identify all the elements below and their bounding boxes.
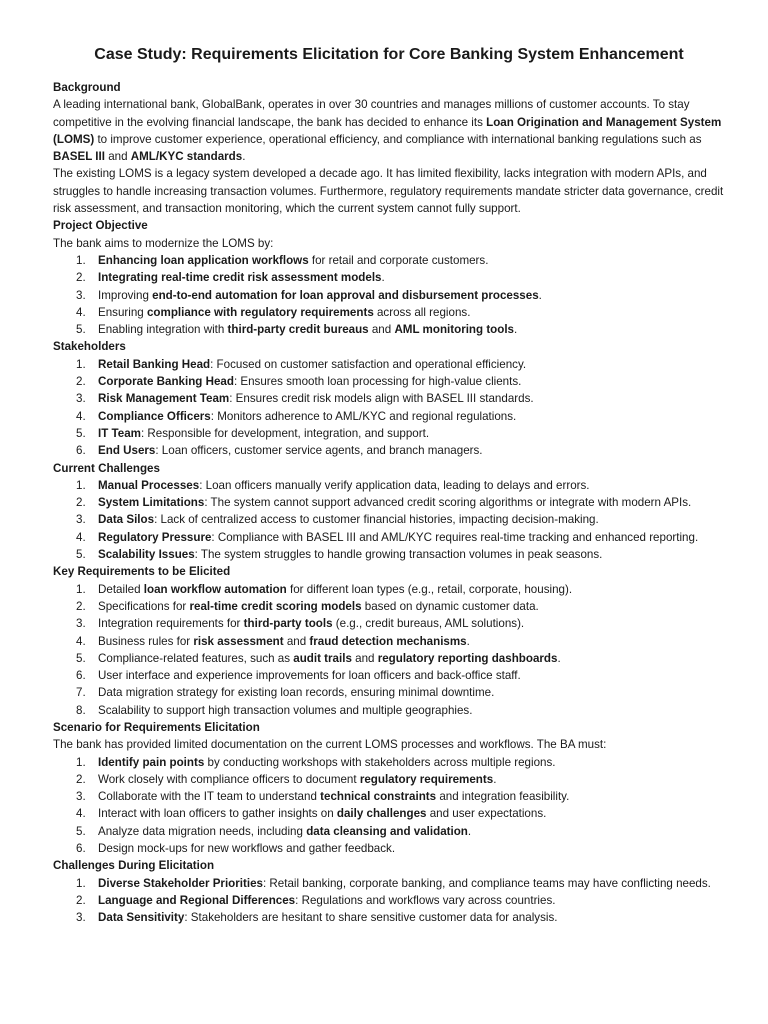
objective-heading: Project Objective <box>53 219 148 233</box>
text-run: Compliance-related features, such as <box>98 651 294 665</box>
list-item <box>53 875 725 892</box>
bold-text: regulatory requirements <box>359 772 494 786</box>
text-run: Business rules for <box>98 634 194 648</box>
list-item-number: 3. <box>76 513 86 527</box>
text-run: : Compliance with BASEL III and AML/KYC requires real-time tracking and enhanced reporting. <box>211 530 699 544</box>
list-item-number: 2. <box>76 893 86 907</box>
bold-text: Diverse Stakeholder Priorities <box>98 876 263 890</box>
list-item <box>53 408 725 425</box>
list-item-number: 1. <box>76 253 86 267</box>
list-item <box>53 390 725 407</box>
list-item-number: 2. <box>76 271 86 285</box>
text-run: for different loan types (e.g., retail, corporate, housing). <box>286 582 573 596</box>
bold-text: BASEL III <box>53 150 105 164</box>
bold-text: AML/KYC standards <box>130 150 243 164</box>
text-run: for retail and corporate customers. <box>308 253 489 267</box>
text-run: and <box>104 150 131 164</box>
list-item <box>53 598 725 615</box>
text-run: Scalability to support high transaction volumes and multiple geographies. <box>98 703 473 717</box>
bold-text: Manual Processes <box>98 478 200 492</box>
list-item-number: 5. <box>76 651 86 665</box>
text-run: : Ensures smooth loan processing for high-value clients. <box>233 375 522 389</box>
list-item <box>53 615 725 632</box>
document-page <box>53 44 725 927</box>
bold-text: Data Sensitivity <box>98 911 185 925</box>
text-run: Ensuring <box>98 305 147 319</box>
text-run: . <box>557 651 561 665</box>
bold-text: real-time credit scoring models <box>189 599 362 613</box>
text-run: across all regions. <box>373 305 471 319</box>
bold-text: Scalability Issues <box>98 548 195 562</box>
bold-text: AML monitoring tools <box>394 323 515 337</box>
text-run: : Responsible for development, integration, and support. <box>140 426 430 440</box>
list-item-number: 4. <box>76 409 86 423</box>
list-item <box>53 633 725 650</box>
list-item <box>53 788 725 805</box>
list-item-number: 1. <box>76 755 86 769</box>
text-run: Data migration strategy for existing loan records, ensuring minimal downtime. <box>98 686 495 700</box>
list-item-number: 6. <box>76 444 86 458</box>
list-item <box>53 511 725 528</box>
list-item-number: 1. <box>76 478 86 492</box>
list-item <box>53 771 725 788</box>
list-item <box>53 373 725 390</box>
scenario-list <box>53 754 725 858</box>
list-item <box>53 304 725 321</box>
text-run: User interface and experience improvements for loan officers and back-office staff. <box>98 669 521 683</box>
list-item-number: 5. <box>76 548 86 562</box>
text-run: by conducting workshops with stakeholders across multiple regions. <box>204 755 556 769</box>
list-item <box>53 529 725 546</box>
bold-text: third-party tools <box>243 617 333 631</box>
list-item <box>53 442 725 459</box>
objective-list <box>53 252 725 338</box>
list-item <box>53 754 725 771</box>
list-item <box>53 356 725 373</box>
bold-text: Data Silos <box>98 513 155 527</box>
scenario-intro: The bank has provided limited documentation on the current LOMS processes and workflows. The BA must: <box>53 738 607 752</box>
text-run: : Loan officers manually verify application data, leading to delays and errors. <box>199 478 590 492</box>
bold-text: risk assessment <box>193 634 284 648</box>
text-run: Analyze data migration needs, including <box>98 824 307 838</box>
bold-text: IT Team <box>98 426 141 440</box>
list-item-number: 2. <box>76 599 86 613</box>
list-item-number: 3. <box>76 911 86 925</box>
text-run: and <box>368 323 395 337</box>
text-run: Design mock-ups for new workflows and gather feedback. <box>98 842 396 856</box>
document-title: Case Study: Requirements Elicitation for Core Banking System Enhancement <box>94 46 684 63</box>
text-run: : Regulations and workflows vary across countries. <box>295 893 556 907</box>
bold-text: Enhancing loan application workflows <box>98 253 309 267</box>
bold-text: compliance with regulatory requirements <box>146 305 374 319</box>
list-item-number: 8. <box>76 703 86 717</box>
list-item <box>53 684 725 701</box>
list-item-number: 6. <box>76 842 86 856</box>
bold-text: Regulatory Pressure <box>98 530 212 544</box>
bold-text: Identify pain points <box>98 755 205 769</box>
background-paragraph-2 <box>53 165 725 217</box>
list-item-number: 4. <box>76 634 86 648</box>
bold-text: fraud detection mechanisms <box>309 634 467 648</box>
text-run: and <box>351 651 378 665</box>
stakeholders-list <box>53 356 725 460</box>
text-run: : Stakeholders are hesitant to share sensitive customer data for analysis. <box>184 911 558 925</box>
elicitation-challenges-heading: Challenges During Elicitation <box>53 859 215 873</box>
list-item <box>53 546 725 563</box>
list-item <box>53 805 725 822</box>
text-run: : The system struggles to handle growing transaction volumes in peak seasons. <box>194 548 603 562</box>
text-run: . <box>467 824 472 838</box>
current-challenges-heading: Current Challenges <box>53 461 160 475</box>
text-run: The existing LOMS is a legacy system developed a decade ago. It has limited flexibility, lacks integration with modern APIs, and struggles to handle increasing transaction volumes. Furthermore, regulatory requirements mandate stricter data governance, credit risk assessment, and transaction monitoring, which the current system cannot fully support. <box>53 167 724 216</box>
stakeholders-heading: Stakeholders <box>53 340 126 354</box>
text-run: : Ensures credit risk models align with BASEL III standards. <box>229 392 534 406</box>
list-item <box>53 840 725 857</box>
text-run: . <box>538 288 542 302</box>
list-item-number: 3. <box>76 790 86 804</box>
list-item-number: 7. <box>76 686 86 700</box>
list-item-number: 5. <box>76 426 86 440</box>
list-item-number: 2. <box>76 772 86 786</box>
text-run: Enabling integration with <box>98 323 228 337</box>
list-item-number: 2. <box>76 375 86 389</box>
text-run: Work closely with compliance officers to document <box>98 772 360 786</box>
list-item <box>53 581 725 598</box>
list-item-number: 5. <box>76 323 86 337</box>
bold-text: data cleansing and validation <box>306 824 468 838</box>
list-item-number: 1. <box>76 582 86 596</box>
list-item <box>53 667 725 684</box>
background-paragraph-1 <box>53 96 725 165</box>
text-run: . <box>493 772 497 786</box>
bold-text: Risk Management Team <box>98 392 230 406</box>
list-item-number: 4. <box>76 305 86 319</box>
text-run: Integration requirements for <box>98 617 244 631</box>
text-run: and <box>283 634 310 648</box>
objective-intro: The bank aims to modernize the LOMS by: <box>53 236 274 250</box>
bold-text: third-party credit bureaus <box>227 323 369 337</box>
bold-text: loan workflow automation <box>143 582 287 596</box>
key-requirements-list <box>53 581 725 719</box>
text-run: to improve customer experience, operational efficiency, and compliance with international banking regulations such as <box>94 132 702 146</box>
list-item <box>53 269 725 286</box>
list-item <box>53 321 725 338</box>
text-run: . <box>514 323 518 337</box>
text-run: : The system cannot support advanced credit scoring algorithms or integrate with modern APIs. <box>204 496 692 510</box>
bold-text: End Users <box>98 444 156 458</box>
list-item <box>53 892 725 909</box>
list-item-number: 3. <box>76 288 86 302</box>
scenario-heading: Scenario for Requirements Elicitation <box>53 720 260 734</box>
text-run: and user expectations. <box>426 807 547 821</box>
text-run: Improving <box>98 288 153 302</box>
list-item-number: 2. <box>76 496 86 510</box>
key-requirements-heading: Key Requirements to be Elicited <box>53 565 231 579</box>
bold-text: Integrating real-time credit risk assessment models <box>98 271 382 285</box>
list-item <box>53 494 725 511</box>
bold-text: Corporate Banking Head <box>98 375 234 389</box>
text-run: : Lack of centralized access to customer financial histories, impacting decision-making. <box>154 513 599 527</box>
text-run: Specifications for <box>98 599 190 613</box>
text-run: Collaborate with the IT team to understand <box>98 790 321 804</box>
list-item <box>53 425 725 442</box>
text-run: . <box>381 271 385 285</box>
bold-text: technical constraints <box>320 790 437 804</box>
text-run: : Loan officers, customer service agents, and branch managers. <box>155 444 483 458</box>
current-challenges-list <box>53 477 725 563</box>
list-item <box>53 477 725 494</box>
bold-text: regulatory reporting dashboards <box>377 651 558 665</box>
list-item <box>53 650 725 667</box>
list-item-number: 4. <box>76 530 86 544</box>
bold-text: end-to-end automation for loan approval and disbursement processes <box>152 288 539 302</box>
text-run: Interact with loan officers to gather insights on <box>98 807 337 821</box>
text-run: Detailed <box>98 582 144 596</box>
elicitation-challenges-list <box>53 875 725 927</box>
list-item <box>53 909 725 926</box>
text-run: . <box>466 634 470 648</box>
list-item <box>53 823 725 840</box>
text-run: : Monitors adherence to AML/KYC and regional regulations. <box>210 409 517 423</box>
text-run: . <box>242 150 246 164</box>
bold-text: Loan Origination and Management System (LOMS) <box>53 115 722 146</box>
list-item-number: 3. <box>76 617 86 631</box>
text-run: : Focused on customer satisfaction and operational efficiency. <box>210 357 527 371</box>
text-run: : Retail banking, corporate banking, and compliance teams may have conflicting needs. <box>262 876 711 890</box>
list-item-number: 5. <box>76 824 86 838</box>
list-item-number: 3. <box>76 392 86 406</box>
bold-text: Retail Banking Head <box>98 357 211 371</box>
background-heading: Background <box>53 81 121 94</box>
text-run: based on dynamic customer data. <box>361 599 539 613</box>
bold-text: Compliance Officers <box>98 409 211 423</box>
bold-text: audit trails <box>293 651 352 665</box>
list-item <box>53 287 725 304</box>
text-run: (e.g., credit bureaus, AML solutions). <box>332 617 525 631</box>
bold-text: daily challenges <box>336 807 427 821</box>
list-item <box>53 702 725 719</box>
list-item <box>53 252 725 269</box>
list-item-number: 4. <box>76 807 86 821</box>
bold-text: System Limitations <box>98 496 205 510</box>
text-run: and integration feasibility. <box>436 790 570 804</box>
text-run: A leading international bank, GlobalBank, operates in over 30 countries and manages millions of customer accounts. To stay competitive in the evolving financial landscape, the bank has decided to enhance its <box>53 98 690 129</box>
list-item-number: 6. <box>76 669 86 683</box>
list-item-number: 1. <box>76 357 86 371</box>
bold-text: Language and Regional Differences <box>98 893 296 907</box>
list-item-number: 1. <box>76 876 86 890</box>
